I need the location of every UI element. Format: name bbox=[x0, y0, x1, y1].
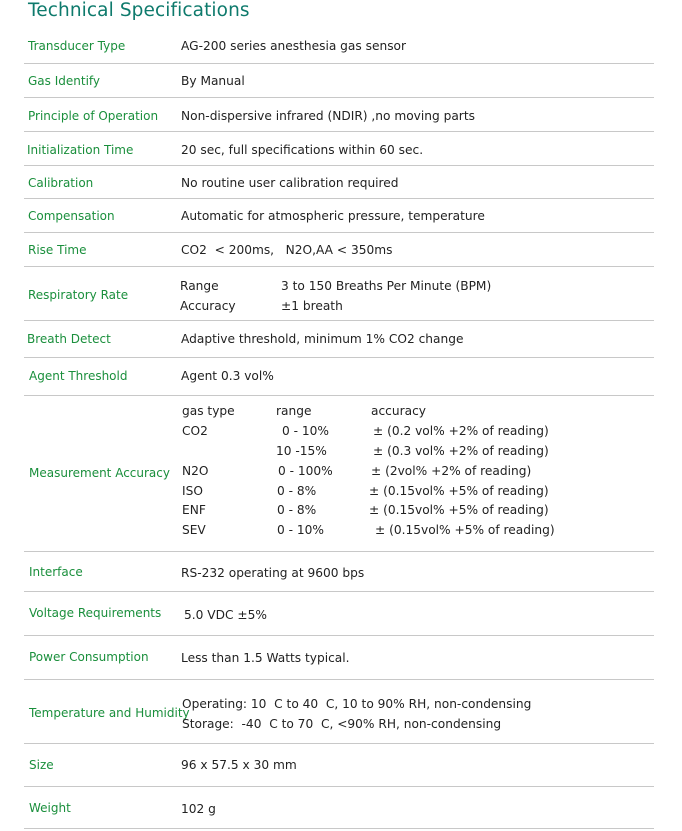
spec-label: Size bbox=[29, 758, 54, 772]
accuracy-cell: ± (2vol% +2% of reading) bbox=[371, 464, 532, 478]
spec-value: 20 sec, full specifications within 60 sec. bbox=[181, 143, 424, 157]
spec-row-temp-humidity bbox=[24, 680, 654, 744]
spec-value: Non-dispersive infrared (NDIR) ,no moving parts bbox=[181, 109, 475, 123]
spec-row-gas-identify bbox=[24, 64, 654, 98]
storage-range: Storage: -40 C to 70 C, <90% RH, non-condensing bbox=[182, 717, 502, 731]
spec-row-breath-detect bbox=[24, 321, 654, 358]
header-gas-type: gas type bbox=[182, 404, 235, 418]
page-title: Technical Specifications bbox=[28, 0, 250, 21]
spec-label: Calibration bbox=[28, 176, 94, 190]
accuracy-cell: ± (0.2 vol% +2% of reading) bbox=[373, 424, 549, 438]
spec-row-compensation bbox=[24, 199, 654, 233]
spec-value: AG-200 series anesthesia gas sensor bbox=[181, 39, 407, 53]
spec-value: Less than 1.5 Watts typical. bbox=[181, 651, 350, 665]
spec-row-measurement-accuracy bbox=[24, 396, 654, 552]
accuracy-cell: ± (0.15vol% +5% of reading) bbox=[375, 523, 555, 537]
operating-range: Operating: 10 C to 40 C, 10 to 90% RH, non-condensing bbox=[182, 697, 532, 711]
spec-row-respiratory-rate bbox=[24, 267, 654, 321]
spec-label: Measurement Accuracy bbox=[29, 466, 170, 480]
range-cell: 0 - 10% bbox=[282, 424, 329, 438]
accuracy-value: ±1 breath bbox=[281, 299, 343, 313]
spec-value: 102 g bbox=[181, 802, 216, 816]
spec-label: Rise Time bbox=[28, 243, 87, 257]
spec-row-weight bbox=[24, 787, 654, 831]
spec-value: 5.0 VDC ±5% bbox=[184, 608, 267, 622]
spec-value: 96 x 57.5 x 30 mm bbox=[181, 758, 297, 772]
spec-value: Adaptive threshold, minimum 1% CO2 change bbox=[181, 332, 464, 346]
spec-label: Agent Threshold bbox=[29, 369, 128, 383]
header-accuracy: accuracy bbox=[371, 404, 426, 418]
spec-value: CO2 < 200ms, N2O,AA < 350ms bbox=[181, 243, 393, 257]
gas-type-cell: ENF bbox=[182, 503, 206, 517]
range-value: 3 to 150 Breaths Per Minute (BPM) bbox=[281, 279, 492, 293]
spec-label: Temperature and Humidity bbox=[29, 706, 190, 720]
spec-row-principle bbox=[24, 98, 654, 132]
range-cell: 0 - 8% bbox=[277, 503, 317, 517]
range-cell: 0 - 10% bbox=[277, 523, 324, 537]
row-divider bbox=[24, 828, 654, 829]
spec-label: Gas Identify bbox=[28, 74, 101, 88]
spec-row-interface bbox=[24, 552, 654, 592]
spec-label: Transducer Type bbox=[28, 39, 126, 53]
spec-label: Compensation bbox=[28, 209, 115, 223]
spec-value: Agent 0.3 vol% bbox=[181, 369, 274, 383]
spec-label: Weight bbox=[29, 801, 71, 815]
spec-row-calibration bbox=[24, 166, 654, 199]
accuracy-cell: ± (0.3 vol% +2% of reading) bbox=[373, 444, 549, 458]
gas-type-cell: ISO bbox=[182, 484, 203, 498]
gas-type-cell: N2O bbox=[182, 464, 209, 478]
spec-row-size bbox=[24, 744, 654, 787]
spec-label: Principle of Operation bbox=[28, 109, 159, 123]
range-cell: 0 - 100% bbox=[278, 464, 333, 478]
spec-row-rise-time bbox=[24, 233, 654, 267]
range-cell: 10 -15% bbox=[276, 444, 327, 458]
header-range: range bbox=[276, 404, 312, 418]
spec-value: No routine user calibration required bbox=[181, 176, 399, 190]
spec-row-agent-threshold bbox=[24, 358, 654, 396]
spec-value: Automatic for atmospheric pressure, temperature bbox=[181, 209, 485, 223]
accuracy-label: Accuracy bbox=[180, 299, 236, 313]
spec-row-init-time bbox=[24, 132, 654, 166]
range-label: Range bbox=[180, 279, 219, 293]
gas-type-cell: SEV bbox=[182, 523, 206, 537]
spec-row-voltage bbox=[24, 592, 654, 636]
spec-label: Breath Detect bbox=[27, 332, 111, 346]
accuracy-cell: ± (0.15vol% +5% of reading) bbox=[369, 503, 549, 517]
spec-row-power bbox=[24, 636, 654, 680]
gas-type-cell: CO2 bbox=[182, 424, 208, 438]
accuracy-cell: ± (0.15vol% +5% of reading) bbox=[369, 484, 549, 498]
range-cell: 0 - 8% bbox=[277, 484, 317, 498]
spec-label: Voltage Requirements bbox=[29, 606, 162, 620]
spec-label: Initialization Time bbox=[27, 143, 134, 157]
spec-row-transducer-type bbox=[24, 28, 654, 64]
spec-label: Power Consumption bbox=[29, 650, 149, 664]
spec-label: Respiratory Rate bbox=[28, 288, 129, 302]
spec-value: By Manual bbox=[181, 74, 245, 88]
spec-value: RS-232 operating at 9600 bps bbox=[181, 566, 365, 580]
spec-label: Interface bbox=[29, 565, 83, 579]
